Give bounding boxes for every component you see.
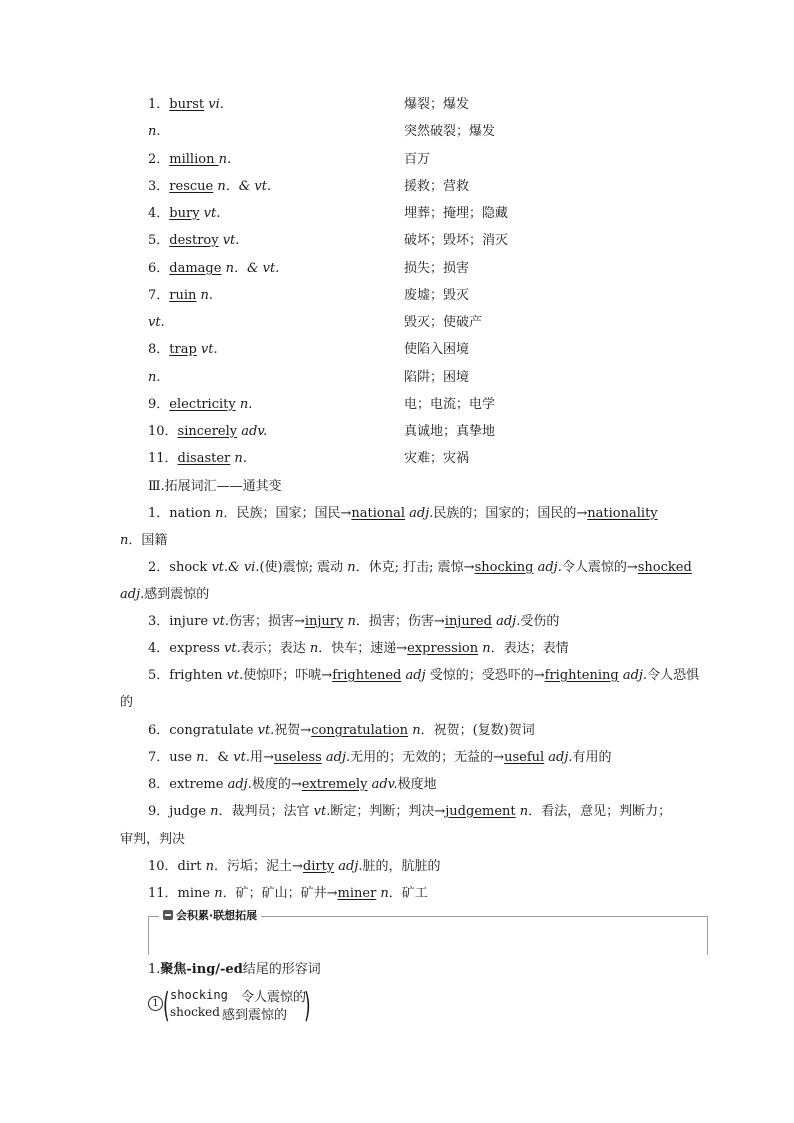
vocab-word: million (169, 152, 219, 167)
vocab-term (148, 150, 231, 170)
box-header: 会积累·联想拓展 (159, 908, 261, 924)
answer-blank: frightened (332, 668, 402, 683)
ext-line-9: 9．judge n．裁判员；法官 vt.断定；判断；判决→judgement n．看法，意见；判断力； (148, 804, 672, 819)
answer-blank: shocking (474, 560, 534, 575)
ext-line-2: 2．shock vt.& vi.(使)震惊; 震动 n．休克; 打击; 震惊→shocking adj.令人震惊的→shocked (148, 560, 692, 575)
vocab-term (148, 395, 252, 415)
vocab-number: 4． (148, 206, 170, 221)
vocab-term (148, 231, 239, 251)
vocab-term (148, 368, 161, 388)
vocab-row (148, 177, 668, 197)
ext-line-5: 5．frighten vt.使惊吓；吓唬→frightened adj 受惊的；受恐吓的→frightening adj.令人恐惧 (148, 668, 700, 683)
vocab-word: disaster (177, 451, 231, 466)
vocab-term (148, 449, 247, 469)
vocab-row (148, 313, 668, 333)
answer-blank: national (351, 506, 406, 521)
vocab-row (148, 95, 668, 115)
vocab-word: sincerely (177, 424, 238, 439)
vocab-pos: n．& vt. (213, 179, 272, 194)
vocab-row (148, 422, 668, 442)
circled-number-1: 1 (148, 996, 163, 1011)
answer-blank: injured (444, 614, 492, 629)
ext-line-11: 11．mine n．矿；矿山；矿井→miner n．矿工 (148, 886, 428, 901)
vocab-word: ruin (169, 288, 197, 303)
vocab-word: destroy (169, 233, 219, 248)
vocab-pos: vt. (218, 233, 240, 248)
vocab-word: burst (169, 97, 205, 112)
vocab-pos: n. (235, 397, 253, 412)
vocab-number: 6． (148, 261, 170, 276)
ext-line-9-cont: 审判，判决 (120, 832, 186, 847)
vocab-number: 1． (148, 97, 170, 112)
vocab-term (148, 340, 218, 360)
vocab-word: trap (169, 342, 197, 357)
answer-blank: dirty (302, 859, 335, 874)
vocab-word: damage (169, 261, 222, 276)
answer-blank: useful (504, 750, 545, 765)
pair-word-2: shocked (170, 1005, 220, 1019)
answer-blank: frightening (544, 668, 619, 683)
answer-blank: useless (273, 750, 322, 765)
vocab-term (148, 422, 267, 442)
ext-line-1-cont: n．国籍 (120, 533, 168, 548)
minus-square-icon (163, 910, 173, 920)
answer-blank: shocked (637, 560, 692, 575)
vocab-number: 7． (148, 288, 170, 303)
answer-blank: congratulation (311, 723, 409, 738)
vocab-meaning: 援救；营救 (404, 179, 470, 194)
answer-blank: injury (304, 614, 344, 629)
vocab-pos: vt. (196, 342, 218, 357)
vocab-pos: n. (218, 152, 232, 167)
vocab-meaning: 使陷入困境 (404, 342, 470, 357)
vocab-term (148, 122, 161, 142)
vocab-term (148, 313, 165, 333)
ext-line-6: 6．congratulate vt.祝贺→congratulation n．祝贺；(复数)贺词 (148, 723, 535, 738)
ext-line-10: 10．dirt n．污垢；泥土→dirty adj.脏的，肮脏的 (148, 859, 441, 874)
ext-line-2-cont: adj.感到震惊的 (120, 587, 210, 602)
vocab-pos: n. (148, 370, 161, 385)
vocab-meaning: 埋葬；掩埋；隐藏 (404, 206, 509, 221)
vocab-row (148, 340, 668, 360)
vocab-number: 9． (148, 397, 170, 412)
vocab-pos: n. (148, 124, 161, 139)
ext-line-8: 8．extreme adj.极度的→extremely adv.极度地 (148, 777, 437, 792)
vocab-meaning: 真诚地；真挚地 (404, 424, 496, 439)
accumulation-box (148, 909, 708, 955)
answer-blank: extremely (301, 777, 368, 792)
vocab-row (148, 449, 668, 469)
vocab-meaning: 废墟；毁灭 (404, 288, 470, 303)
vocab-term (148, 259, 279, 279)
vocab-row (148, 286, 668, 306)
vocab-meaning: 陷阱；困境 (404, 370, 470, 385)
vocab-row (148, 395, 668, 415)
vocab-term (148, 286, 213, 306)
ext-line-3: 3．injure vt.伤害；损害→injury n．损害；伤害→injured adj.受伤的 (148, 614, 560, 629)
vocab-pos: vt. (199, 206, 221, 221)
section-title: Ⅲ.拓展词汇——通其变 (148, 479, 282, 494)
vocab-row (148, 204, 668, 224)
vocab-pos: vi. (204, 97, 224, 112)
vocab-number: 2． (148, 152, 170, 167)
vocab-word: bury (169, 206, 200, 221)
ext-line-1: 1．nation n．民族；国家；国民→national adj.民族的；国家的；国民的→nationality (148, 506, 658, 521)
vocab-meaning: 灾难；灾祸 (404, 451, 470, 466)
vocab-pos: vt. (148, 315, 165, 330)
vocab-number: 8． (148, 342, 170, 357)
vocab-pos: adv. (237, 424, 268, 439)
pair-meaning-2: 感到震惊的 (222, 1008, 288, 1023)
ext-line-5-cont: 的 (120, 695, 134, 710)
vocab-term (148, 177, 271, 197)
focus-heading: 1.聚焦-ing/-ed结尾的形容词 (148, 962, 321, 977)
left-brace: ( (163, 986, 170, 1026)
right-brace: ) (304, 986, 311, 1026)
ext-line-4: 4．express vt.表示；表达 n．快车；速递→expression n．表达；表情 (148, 641, 569, 656)
answer-blank: nationality (587, 506, 658, 521)
vocab-word: rescue (169, 179, 214, 194)
vocab-meaning: 毁灭；使破产 (404, 315, 483, 330)
vocab-term (148, 204, 220, 224)
vocab-pos: n．& vt. (221, 261, 280, 276)
vocab-word: electricity (169, 397, 236, 412)
vocab-pos: n. (196, 288, 214, 303)
vocab-number: 5． (148, 233, 170, 248)
vocab-row (148, 122, 668, 142)
vocab-number: 3． (148, 179, 170, 194)
vocab-number: 10． (148, 424, 178, 439)
answer-blank: judgement (445, 804, 516, 819)
pair-meaning-1: 令人震惊的 (241, 990, 307, 1005)
vocab-meaning: 破坏；毁坏；消灭 (404, 233, 509, 248)
vocab-number: 11． (148, 451, 178, 466)
vocab-meaning: 百万 (404, 152, 431, 167)
vocab-row (148, 150, 668, 170)
vocab-meaning: 电；电流；电学 (404, 397, 496, 412)
vocab-meaning: 突然破裂；爆发 (404, 124, 496, 139)
vocab-pos: n. (230, 451, 247, 466)
answer-blank: expression (407, 641, 479, 656)
vocab-row (148, 368, 668, 388)
answer-blank: miner (337, 886, 377, 901)
vocab-meaning: 损失；损害 (404, 261, 470, 276)
vocab-meaning: 爆裂；爆发 (404, 97, 470, 112)
vocab-term (148, 95, 224, 115)
pair-word-1: shocking (170, 988, 228, 1002)
vocab-row (148, 231, 668, 251)
vocab-row (148, 259, 668, 279)
ext-line-7: 7．use n．& vt.用→useless adj.无用的；无效的；无益的→useful adj.有用的 (148, 750, 612, 765)
